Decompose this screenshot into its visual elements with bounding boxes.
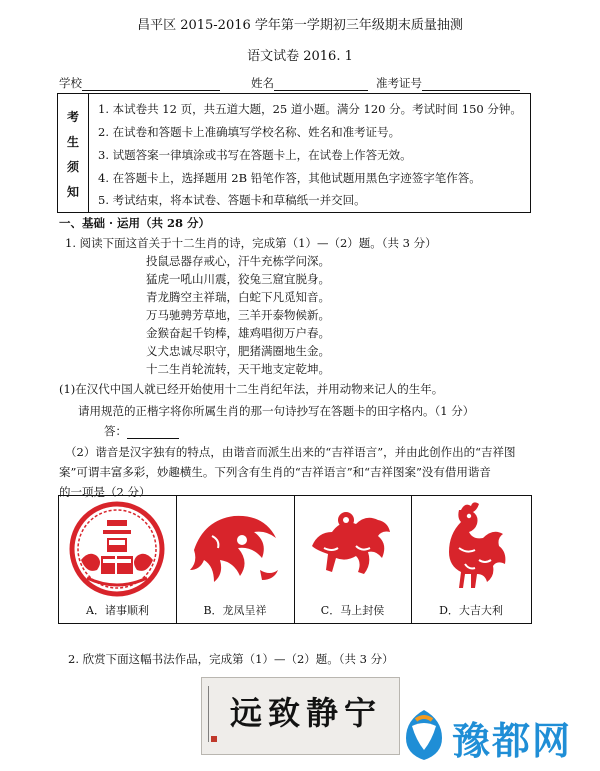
school-blank	[82, 78, 220, 91]
question-1-2-line: 的一项是（2 分）	[59, 485, 151, 499]
school-field	[59, 75, 220, 91]
papercut-dragon-phoenix-icon	[184, 500, 286, 598]
option-a-cell	[59, 496, 177, 623]
question-1-1: (1)在汉代中国人就已经开始使用十二生肖纪年法，并用动物来记人的生年。	[59, 382, 444, 396]
poem-line: 义犬忠诚尽职守，肥猪满圈地生金。	[146, 344, 330, 358]
exam-title: 昌平区 2015-2016 学年第一学期初三年级期末质量抽测	[137, 18, 463, 33]
exam-subtitle: 语文试卷 2016. 1	[247, 49, 353, 64]
option-a-caption: A．诸事顺利	[86, 604, 149, 617]
option-d-cell	[411, 496, 531, 623]
name-blank	[274, 78, 368, 91]
option-b-cell	[176, 496, 295, 623]
notice-label-char: 知	[66, 185, 79, 199]
poem-line: 猛虎一吼山川震，狡兔三窟宜脱身。	[146, 272, 330, 286]
school-label: 学校	[59, 76, 82, 90]
calligraphy-artwork	[201, 677, 400, 755]
question-1-1-instruction: 请用规范的正楷字将你所属生肖的那一句诗抄写在答题卡的田字格内。（1 分）	[78, 404, 475, 418]
notice-label-char: 须	[66, 160, 79, 174]
watermark-text: 豫都网	[452, 719, 573, 763]
calligraphy-text: 宁静致远	[229, 694, 382, 732]
notice-rule: 1. 本试卷共 12 页，共五道大题，25 道小题。满分 120 分。考试时间 150 分钟。	[98, 102, 522, 116]
notice-label	[58, 94, 89, 212]
answer-label: 答：	[104, 424, 127, 438]
question-1-2-line: （2）谐音是汉字独有的特点，由谐音而派生出来的“吉祥语言”，并由此创作出的“吉祥图	[65, 445, 516, 459]
notice-rule: 5. 考试结束，将本试卷、答题卡和草稿纸一并交回。	[98, 193, 366, 207]
question-1-intro: 1. 阅读下面这首关于十二生肖的诗，完成第（1）—（2）题。（共 3 分）	[65, 236, 437, 250]
watermark-logo-icon	[398, 706, 450, 762]
option-c-caption: C．马上封侯	[320, 604, 385, 617]
notice-label-char: 生	[66, 135, 79, 149]
question-1-2-line: 案”可谓丰富多彩，妙趣横生。下列含有生肖的“吉祥语言”和“吉祥图案”没有借用谐音	[59, 465, 491, 479]
poem-line: 十二生肖轮流转，天干地支定乾坤。	[146, 362, 330, 376]
papercut-options-table	[58, 495, 532, 624]
candidate-notice-box	[57, 93, 531, 213]
option-c-cell	[294, 496, 412, 623]
papercut-round-fu-icon	[67, 500, 167, 598]
poem-line: 万马驰骋芳草地，三羊开泰物候新。	[146, 308, 330, 322]
notice-rule: 2. 在试卷和答题卡上准确填写学校名称、姓名和准考证号。	[98, 125, 401, 139]
name-field	[251, 75, 368, 91]
name-label: 姓名	[251, 76, 274, 90]
answer-blank	[127, 426, 179, 439]
section-heading: 一、基础 · 运用（共 28 分）	[59, 216, 211, 230]
option-d-caption: D．大吉大利	[439, 604, 503, 617]
exam-id-label: 准考证号	[376, 76, 422, 90]
notice-rule: 4. 在答题卡上，选择题用 2B 铅笔作答，其他试题用黑色字迹签字笔作答。	[98, 171, 481, 185]
exam-id-blank	[422, 78, 520, 91]
papercut-rooster-icon	[435, 500, 511, 600]
notice-rule: 3. 试题答案一律填涂或书写在答题卡上，在试卷上作答无效。	[98, 148, 412, 162]
poem-line: 投鼠忌器存戒心，汗牛充栋学问深。	[146, 254, 330, 268]
calligraphy-seal	[211, 736, 217, 742]
papercut-horse-monkey-icon	[304, 506, 402, 594]
option-b-caption: B．龙凤呈祥	[203, 604, 267, 617]
exam-id-field	[376, 75, 520, 91]
question-2-intro: 2. 欣赏下面这幅书法作品，完成第（1）—（2）题。（共 3 分）	[68, 652, 394, 666]
poem-line: 青龙腾空主祥瑞，白蛇下凡觅知音。	[146, 290, 330, 304]
poem-line: 金猴奋起千钧棒，雄鸡唱彻万户春。	[146, 326, 330, 340]
answer-line	[104, 423, 179, 439]
notice-label-char: 考	[66, 110, 79, 124]
